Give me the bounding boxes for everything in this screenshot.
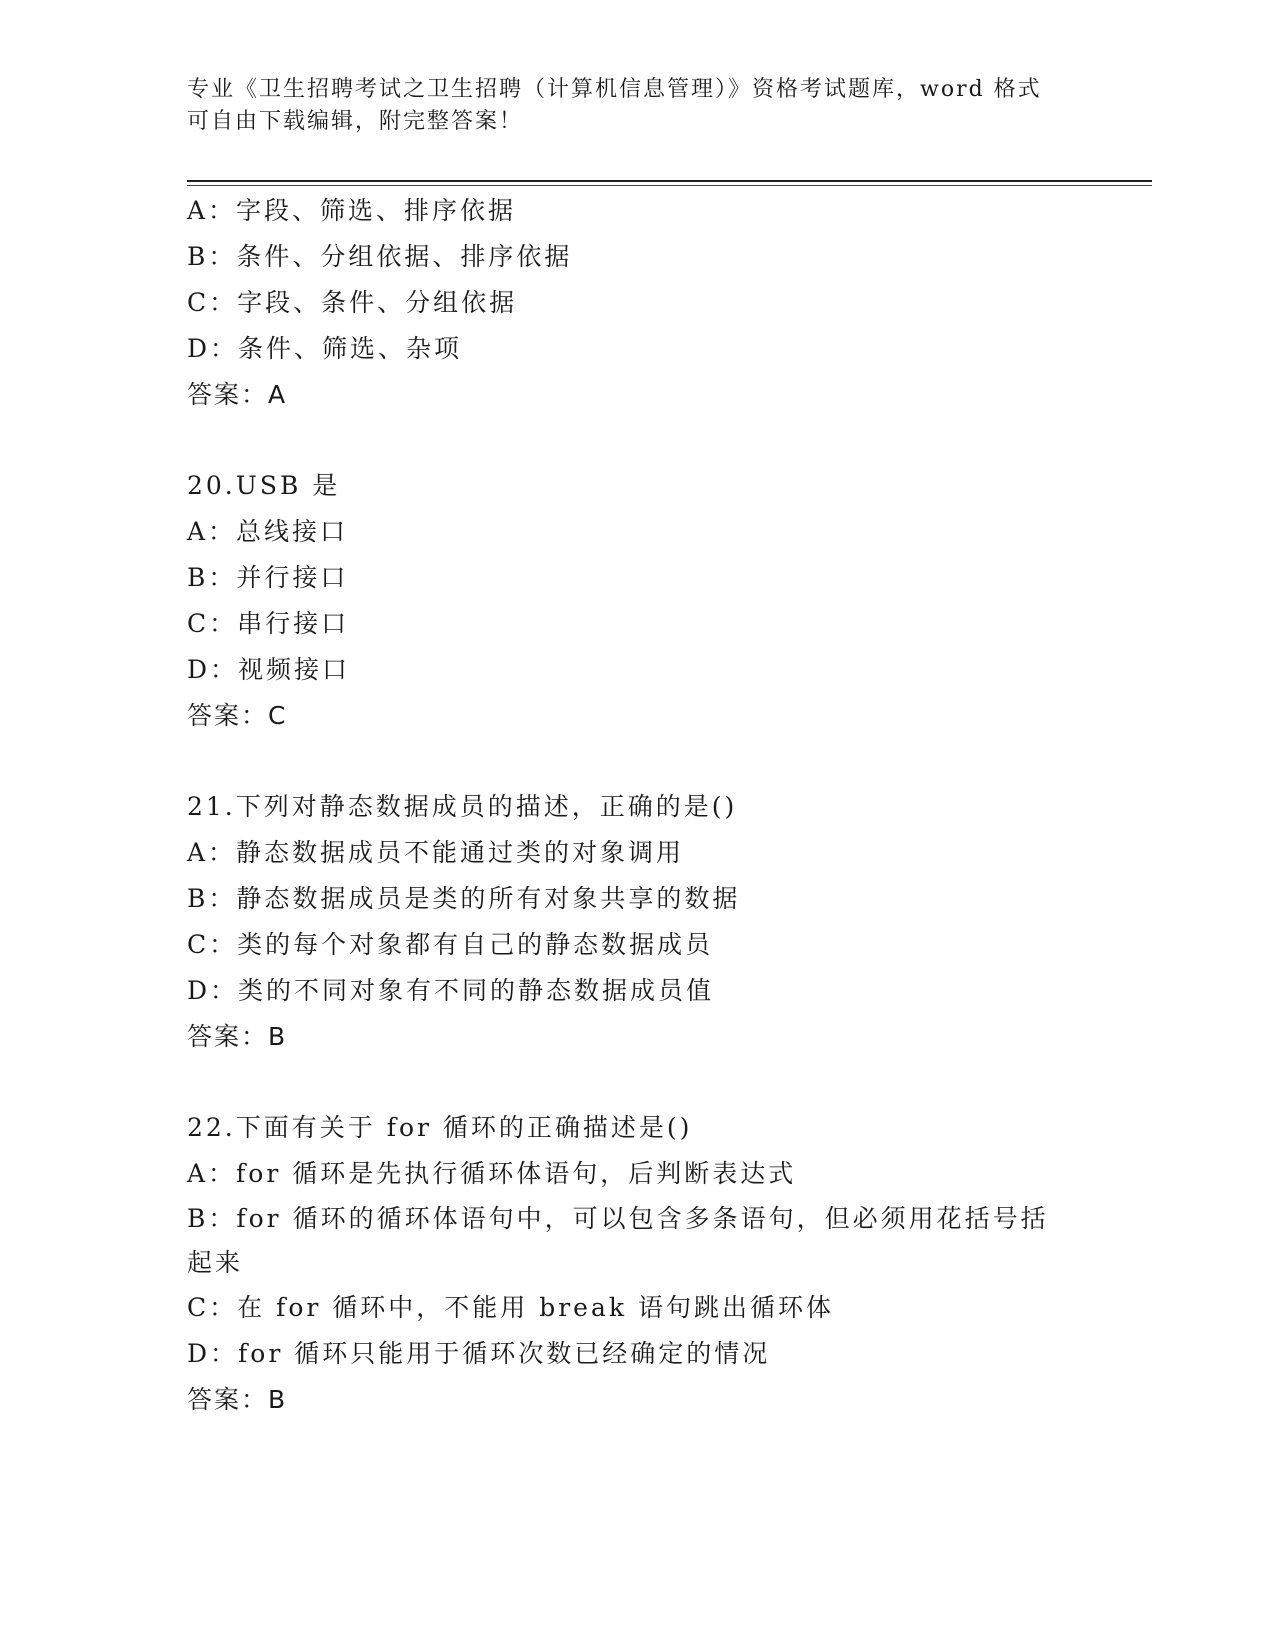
option-c: C：在 for 循环中，不能用 break 语句跳出循环体: [187, 1293, 834, 1322]
option-c: C：字段、条件、分组依据: [187, 288, 518, 317]
option-a: A：字段、筛选、排序依据: [187, 196, 517, 225]
option-d: D：条件、筛选、杂项: [187, 334, 463, 363]
answer-line: 答案：B: [187, 1022, 288, 1051]
option-b: B：条件、分组依据、排序依据: [187, 242, 573, 271]
answer-line: 答案：A: [187, 380, 288, 409]
question-text: 20.USB 是: [187, 471, 341, 500]
question-21-block: [187, 784, 1067, 1060]
option-b: B：并行接口: [187, 563, 349, 592]
header-line-1: 专业《卫生招聘考试之卫生招聘（计算机信息管理）》资格考试题库，word 格式: [187, 77, 1042, 102]
question-text: 22.下面有关于 for 循环的正确描述是(): [187, 1113, 693, 1142]
spacer: [187, 739, 1067, 784]
answer-line: 答案：B: [187, 1385, 288, 1414]
option-b: B：静态数据成员是类的所有对象共享的数据: [187, 884, 741, 913]
question-list: [187, 188, 1067, 1423]
header-rule-thick: [187, 180, 1152, 182]
spacer: [187, 418, 1067, 463]
option-a: A：总线接口: [187, 517, 349, 546]
question-text: 21.下列对静态数据成员的描述，正确的是(): [187, 792, 738, 821]
option-d: D：类的不同对象有不同的静态数据成员值: [187, 976, 715, 1005]
option-d: D：视频接口: [187, 655, 351, 684]
document-header: [187, 74, 1067, 138]
header-line-2: 可自由下载编辑，附完整答案！: [187, 109, 524, 134]
option-d: D：for 循环只能用于循环次数已经确定的情况: [187, 1339, 771, 1368]
question-22-block: [187, 1105, 1067, 1423]
spacer: [187, 1060, 1067, 1105]
header-rule-thin: [187, 185, 1152, 186]
option-c: C：类的每个对象都有自己的静态数据成员: [187, 930, 714, 959]
question-19-block: [187, 188, 1067, 418]
option-b: B：for 循环的循环体语句中，可以包含多条语句，但必须用花括号括起来: [187, 1204, 1049, 1277]
question-20-block: [187, 463, 1067, 739]
option-c: C：串行接口: [187, 609, 350, 638]
answer-line: 答案：C: [187, 701, 288, 730]
option-a: A：for 循环是先执行循环体语句，后判断表达式: [187, 1159, 797, 1188]
option-a: A：静态数据成员不能通过类的对象调用: [187, 838, 685, 867]
